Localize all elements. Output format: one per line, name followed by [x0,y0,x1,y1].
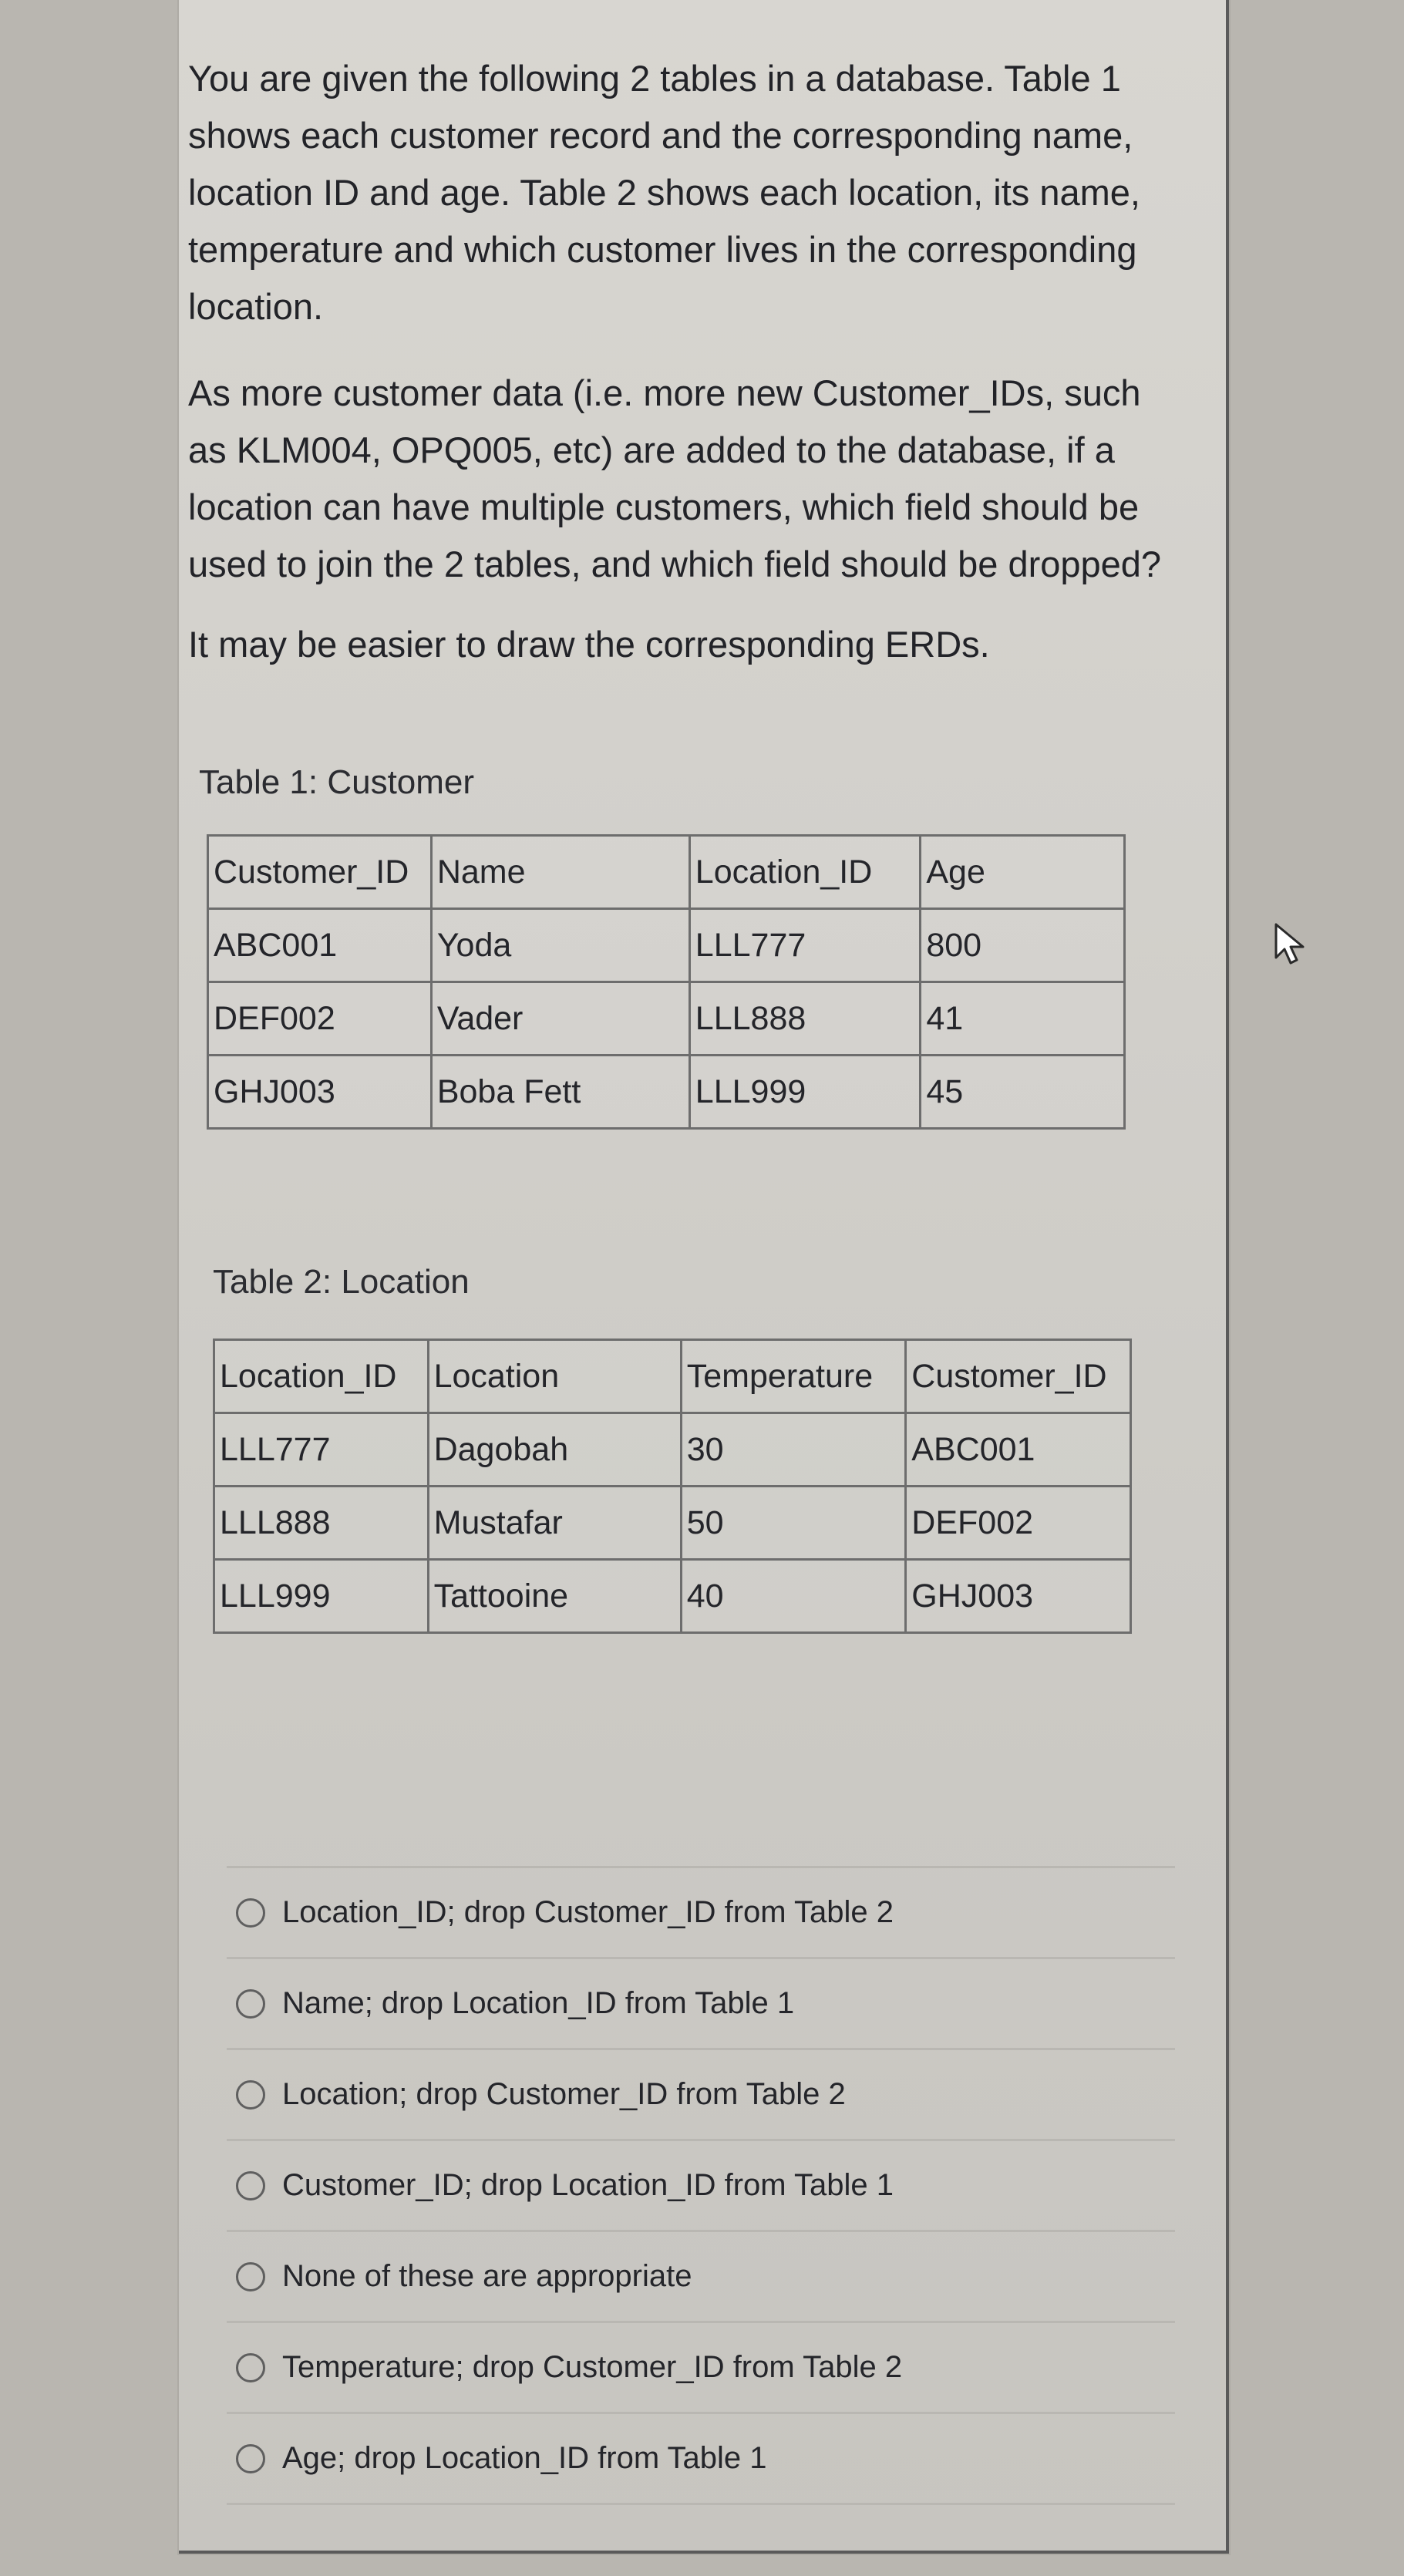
table-cell: Tattooine [428,1560,681,1633]
answer-option-label: Temperature; drop Customer_ID from Table 2 [282,2350,903,2384]
question-text [188,50,1183,702]
radio-empty-icon[interactable] [236,2353,265,2382]
header-cell: Location_ID [689,836,921,909]
radio-empty-icon[interactable] [236,1989,265,2019]
radio-empty-icon[interactable] [236,2262,265,2291]
table-cell: 50 [681,1487,906,1560]
table-row [208,982,1125,1056]
table-cell: 45 [921,1056,1125,1129]
answer-option-label: Location; drop Customer_ID from Table 2 [282,2077,846,2111]
table-header-row [214,1340,1131,1413]
answer-option-2[interactable] [227,1957,1175,2048]
mouse-pointer-icon [1273,922,1307,969]
answer-option-3[interactable] [227,2048,1175,2139]
table-cell: Yoda [431,909,689,982]
answer-option-label: Name; drop Location_ID from Table 1 [282,1986,795,2020]
table-cell: GHJ003 [208,1056,432,1129]
table-cell: LLL777 [689,909,921,982]
table-row [214,1560,1131,1633]
radio-empty-icon[interactable] [236,2444,265,2473]
question-paragraph-1: You are given the following 2 tables in a database. Table 1 shows each customer record and the corresponding name, location ID and age. Table 2 shows each location, its name, temperature and which customer lives in the corresponding location. [188,58,1140,327]
header-cell: Customer_ID [906,1340,1131,1413]
table-cell: DEF002 [208,982,432,1056]
table-cell: Boba Fett [431,1056,689,1129]
header-cell: Location [428,1340,681,1413]
answer-option-1[interactable] [227,1866,1175,1957]
radio-empty-icon[interactable] [236,2080,265,2110]
header-cell: Age [921,836,1125,909]
radio-empty-icon[interactable] [236,2171,265,2201]
table-row [214,1487,1131,1560]
table-cell: LLL888 [689,982,921,1056]
table-cell: ABC001 [208,909,432,982]
table-cell: 30 [681,1413,906,1487]
table-cell: LLL777 [214,1413,429,1487]
header-cell: Location_ID [214,1340,429,1413]
answer-option-4[interactable] [227,2139,1175,2230]
table-cell: DEF002 [906,1487,1131,1560]
question-paragraph-2: As more customer data (i.e. more new Customer_IDs, such as KLM004, OPQ005, etc) are added to the database, if a location can have multiple customers, which field should be used to join the 2 tables, and which field should be dropped? [188,372,1162,584]
table-row [214,1413,1131,1487]
table-row [208,909,1125,982]
table-header-row [208,836,1125,909]
customer-table [207,834,1126,1130]
table-cell: GHJ003 [906,1560,1131,1633]
table-cell: 40 [681,1560,906,1633]
answer-option-label: Location_ID; drop Customer_ID from Table 2 [282,1895,894,1929]
answer-option-label: Age; drop Location_ID from Table 1 [282,2441,767,2475]
answer-option-7[interactable] [227,2412,1175,2505]
answer-option-label: Customer_ID; drop Location_ID from Table 1 [282,2168,894,2202]
question-sheet [179,0,1229,2554]
header-cell: Name [431,836,689,909]
header-cell: Temperature [681,1340,906,1413]
table-cell: LLL999 [214,1560,429,1633]
table-cell: Mustafar [428,1487,681,1560]
table-cell: LLL999 [689,1056,921,1129]
table-cell: Vader [431,982,689,1056]
table-cell: ABC001 [906,1413,1131,1487]
question-hint: It may be easier to draw the corresponding ERDs. [188,624,990,665]
table-cell: Dagobah [428,1413,681,1487]
answer-options [227,1866,1175,2505]
table2-caption: Table 2: Location [213,1263,470,1301]
table-cell: LLL888 [214,1487,429,1560]
table-row [208,1056,1125,1129]
radio-empty-icon[interactable] [236,1898,265,1928]
answer-option-label: None of these are appropriate [282,2259,692,2293]
table-cell: 41 [921,982,1125,1056]
table-cell: 800 [921,909,1125,982]
header-cell: Customer_ID [208,836,432,909]
answer-option-6[interactable] [227,2321,1175,2412]
location-table [213,1339,1132,1634]
table1-caption: Table 1: Customer [199,763,475,801]
answer-option-5[interactable] [227,2230,1175,2321]
